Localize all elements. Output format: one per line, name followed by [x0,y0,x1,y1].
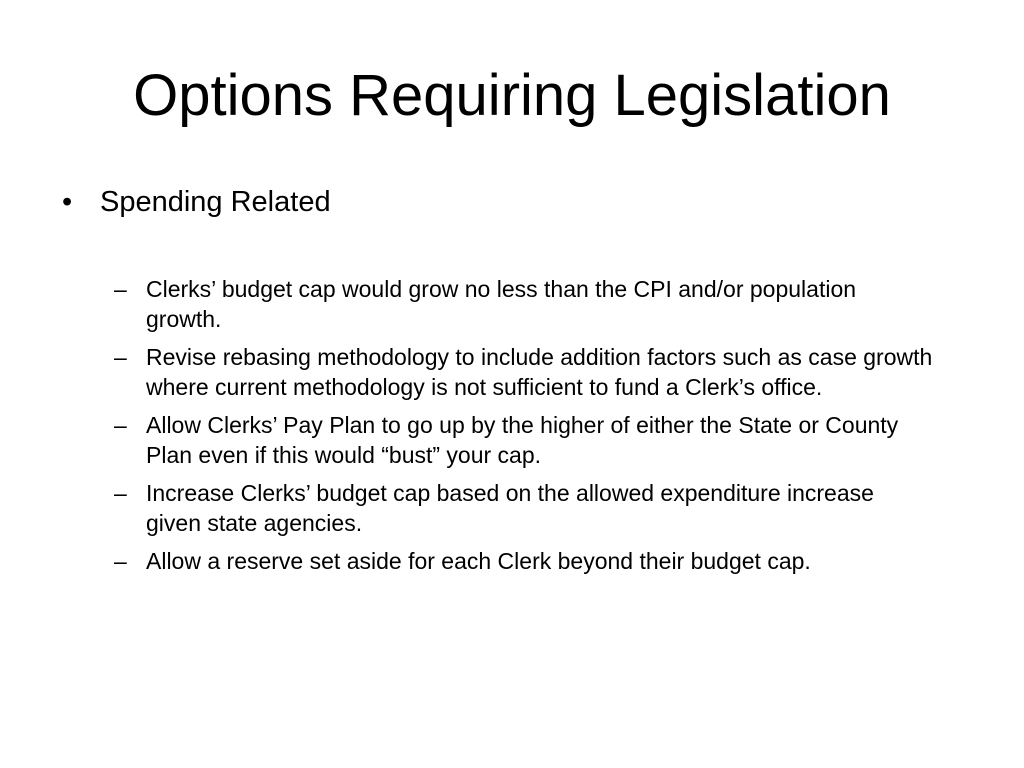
dash-marker: – [114,276,127,302]
dash-marker: – [114,480,127,506]
sub-bullet-item [114,410,974,470]
dash-marker: – [114,344,127,370]
sub-bullet-item [114,478,974,538]
bullet-text: Spending Related [100,186,331,218]
sub-bullet-text: Increase Clerks’ budget cap based on the allowed expenditure increase given state agencies. [146,480,874,536]
sub-bullet-list [114,274,974,584]
slide-title: Options Requiring Legislation [133,63,891,128]
sub-bullet-text: Allow Clerks’ Pay Plan to go up by the higher of either the State or County Plan even if this would “bust” your cap. [146,412,899,468]
dash-marker: – [114,412,127,438]
dash-marker: – [114,548,127,574]
sub-bullet-item [114,274,974,334]
sub-bullet-text: Allow a reserve set aside for each Clerk beyond their budget cap. [146,548,811,574]
bullet-spending-related [62,184,331,220]
sub-bullet-text: Clerks’ budget cap would grow no less than the CPI and/or population growth. [146,276,857,332]
sub-bullet-item [114,546,974,576]
sub-bullet-item [114,342,974,402]
sub-bullet-text: Revise rebasing methodology to include addition factors such as case growth where current methodology is not sufficient to fund a Clerk’s office. [146,344,933,400]
bullet-marker: • [62,186,73,218]
